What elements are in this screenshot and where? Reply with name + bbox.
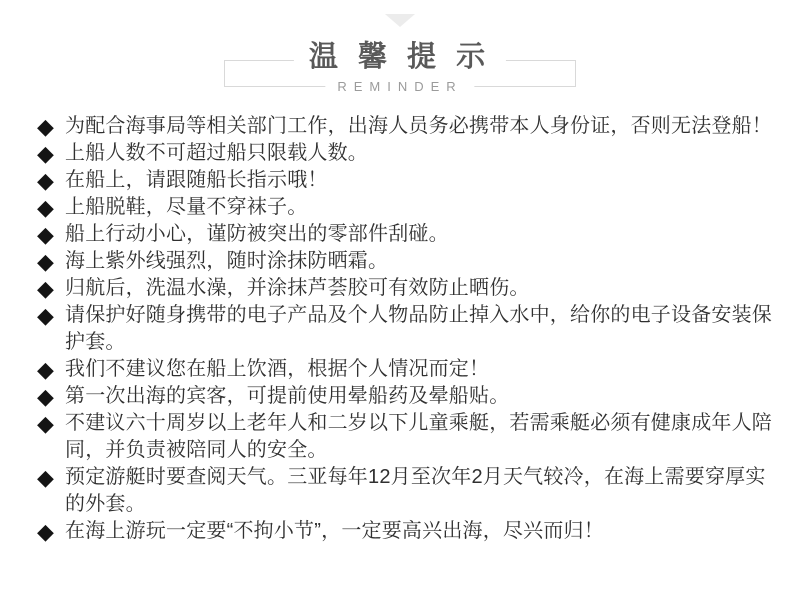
reminder-text: 我们不建议您在船上饮酒，根据个人情况而定！: [65, 358, 490, 380]
diamond-bullet-icon: ◆: [37, 303, 55, 328]
diamond-bullet-icon: ◆: [37, 357, 55, 382]
reminder-item: [37, 275, 772, 302]
triangle-down-icon: [385, 14, 415, 27]
reminder-text: 上船脱鞋，尽量不穿袜子。: [65, 196, 308, 218]
diamond-bullet-icon: ◆: [37, 249, 55, 274]
reminder-text: 海上紫外线强烈，随时涂抹防晒霜。: [65, 250, 389, 272]
diamond-bullet-icon: ◆: [37, 222, 55, 247]
reminder-text: 归航后，洗温水澡，并涂抹芦荟胶可有效防止晒伤。: [65, 277, 530, 299]
reminder-item: [37, 302, 772, 356]
reminder-item: [37, 194, 772, 221]
page-subtitle: REMINDER: [325, 80, 474, 93]
diamond-bullet-icon: ◆: [37, 114, 55, 139]
reminder-list: [0, 113, 800, 545]
diamond-bullet-icon: ◆: [37, 141, 55, 166]
reminder-item: [37, 518, 772, 545]
diamond-bullet-icon: ◆: [37, 465, 55, 490]
reminder-item: [37, 167, 772, 194]
reminder-item: [37, 356, 772, 383]
reminder-text: 上船人数不可超过船只限载人数。: [65, 142, 368, 164]
reminder-text: 第一次出海的宾客，可提前使用晕船药及晕船贴。: [65, 385, 510, 407]
reminder-header: [224, 43, 576, 95]
reminder-text: 在船上，请跟随船长指示哦！: [65, 169, 328, 191]
reminder-item: [37, 221, 772, 248]
diamond-bullet-icon: ◆: [37, 276, 55, 301]
reminder-text: 不建议六十周岁以上老年人和二岁以下儿童乘艇，若需乘艇必须有健康成年人陪同，并负责被陪同人的安全。: [65, 412, 772, 461]
diamond-bullet-icon: ◆: [37, 384, 55, 409]
reminder-text: 船上行动小心，谨防被突出的零部件刮碰。: [65, 223, 449, 245]
reminder-item: [37, 410, 772, 464]
reminder-item: [37, 383, 772, 410]
diamond-bullet-icon: ◆: [37, 168, 55, 193]
reminder-text: 为配合海事局等相关部门工作，出海人员务必携带本人身份证，否则无法登船！: [65, 115, 772, 137]
reminder-text: 在海上游玩一定要“不拘小节”，一定要高兴出海，尽兴而归！: [65, 520, 604, 542]
reminder-text: 请保护好随身携带的电子产品及个人物品防止掉入水中，给你的电子设备安装保护套。: [65, 304, 772, 353]
page-title: 温 馨 提 示: [294, 43, 506, 72]
reminder-item: [37, 464, 772, 518]
diamond-bullet-icon: ◆: [37, 411, 55, 436]
reminder-item: [37, 113, 772, 140]
diamond-bullet-icon: ◆: [37, 519, 55, 544]
reminder-notice-page: [0, 14, 800, 597]
reminder-item: [37, 140, 772, 167]
diamond-bullet-icon: ◆: [37, 195, 55, 220]
reminder-item: [37, 248, 772, 275]
reminder-text: 预定游艇时要查阅天气。三亚每年12月至次年2月天气较冷，在海上需要穿厚实的外套。: [65, 466, 766, 515]
